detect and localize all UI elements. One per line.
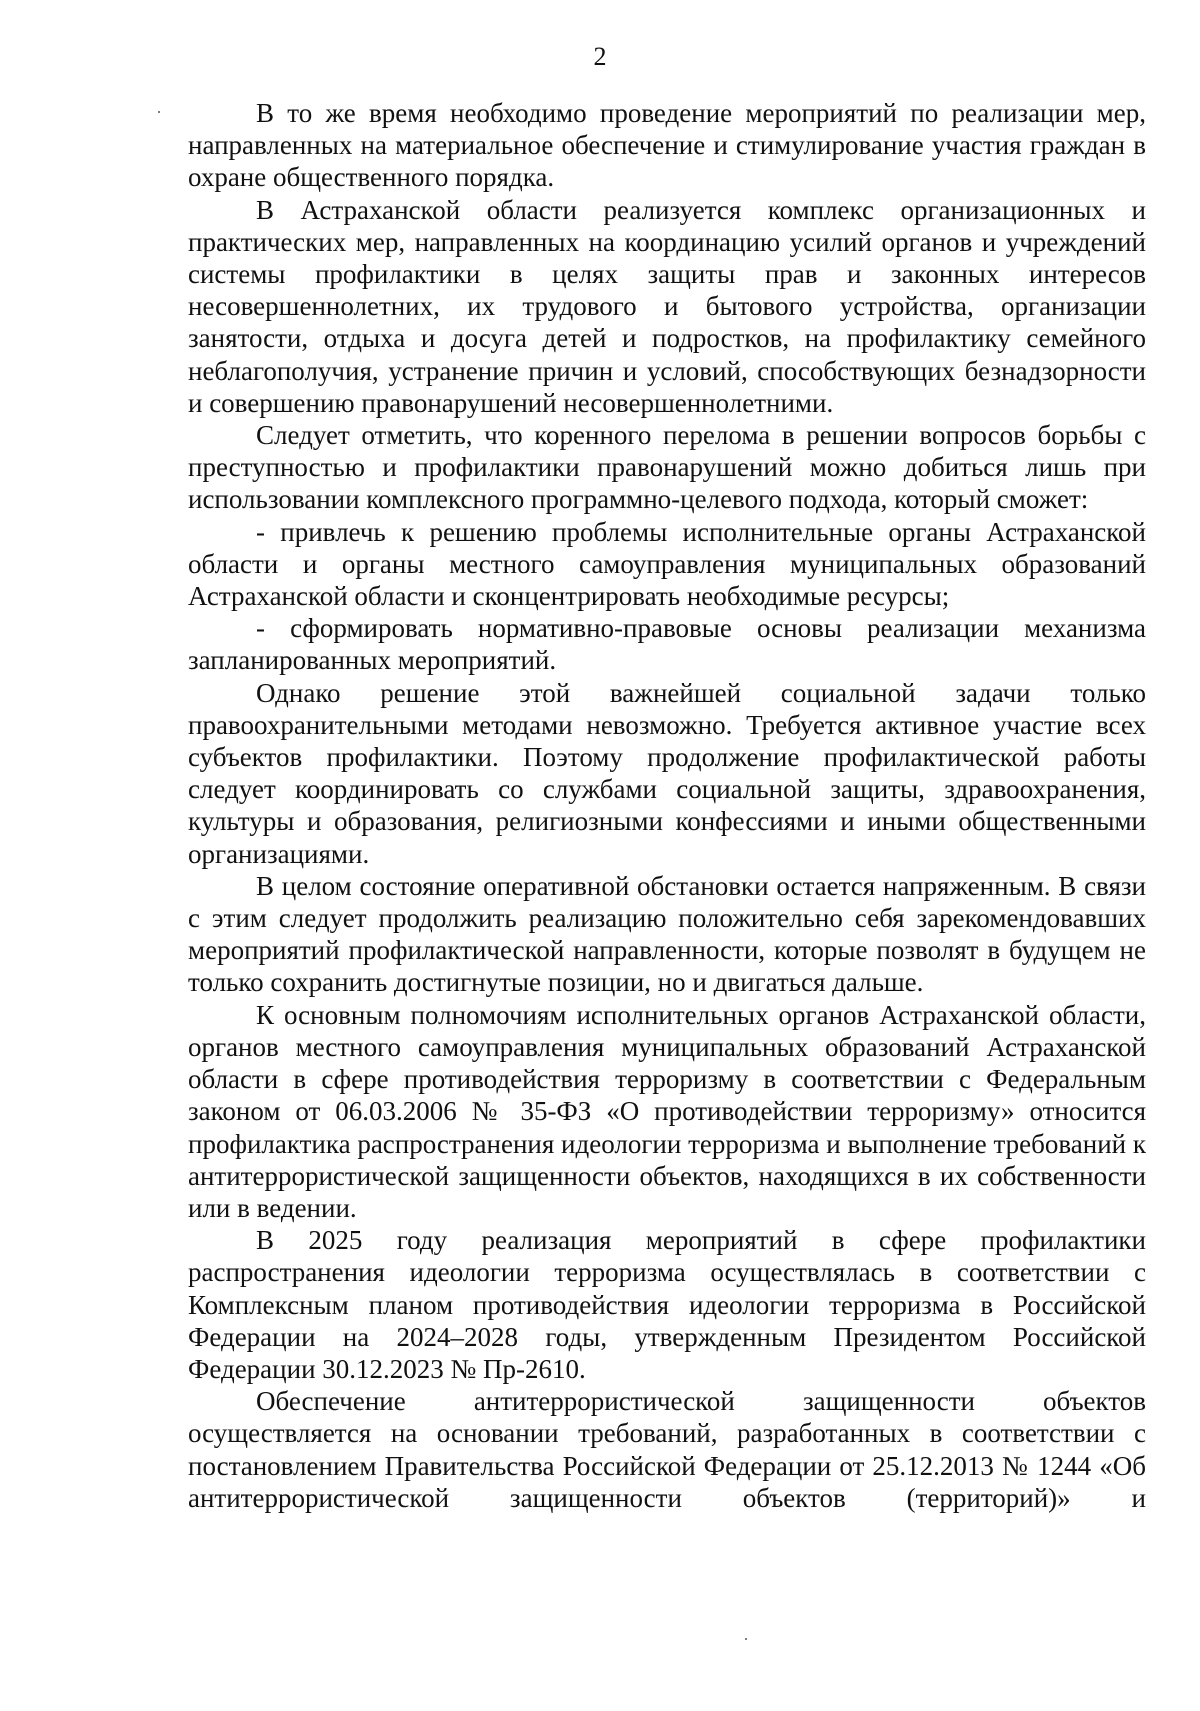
list-item-paragraph: - сформировать нормативно-правовые основы реализации механизма запланированных мероприятий. [188, 613, 1146, 676]
paragraph: В то же время необходимо проведение мероприятий по реализации мер, направленных на материальное обеспечение и стимулирование участия граждан в охране общественного порядка. [188, 98, 1146, 193]
paragraph: В 2025 году реализация мероприятий в сфере профилактики распространения идеологии терроризма осуществлялась в соответствии с Комплексным планом противодействия идеологии терроризма в Российской Федерации на 2024–2028 годы, утвержденным Президентом Российской Федерации 30.12.2023 № Пр-2610. [188, 1225, 1146, 1384]
paragraph: Обеспечение антитеррористической защищенности объектов осуществляется на основании требований, разработанных в соответствии с постановлением Правительства Российской Федерации от 25.12.2013 № 1244 «Об антитеррористической защищенности объектов (территорий)» и [188, 1386, 1146, 1513]
paragraph: Однако решение этой важнейшей социальной задачи только правоохранительными методами невозможно. Требуется активное участие всех субъектов профилактики. Поэтому продолжение профилактической работы следует координировать со службами социальной защиты, здравоохранения, культуры и образования, религиозными конфессиями и иными общественными организациями. [188, 677, 1146, 869]
document-body [188, 97, 1146, 1514]
paragraph: Следует отметить, что коренного перелома в решении вопросов борьбы с преступностью и профилактики правонарушений можно добиться лишь при использовании комплексного программно-целевого подхода, который сможет: [188, 420, 1146, 515]
page-number: 2 [593, 42, 607, 71]
paragraph: В Астраханской области реализуется комплекс организационных и практических мер, направленных на координацию усилий органов и учреждений системы профилактики в целях защиты прав и законных интересов несовершеннолетних, их трудового и бытового устройства, организации занятости, отдыха и досуга детей и подростков, на профилактику семейного неблагополучия, устранение причин и условий, способствующих безнадзорности и совершению правонарушений несовершеннолетними. [188, 194, 1146, 418]
list-item-paragraph: - привлечь к решению проблемы исполнительные органы Астраханской области и органы местного самоуправления муниципальных образований Астраханской области и сконцентрировать необходимые ресурсы; [188, 516, 1146, 612]
scan-speck [745, 1638, 747, 1640]
scan-speck [158, 111, 160, 113]
paragraph: К основным полномочиям исполнительных органов Астраханской области, органов местного самоуправления муниципальных образований Астраханской области в сфере противодействия терроризму в соответствии с Федеральным законом от 06.03.2006 № 35-ФЗ «О противодействии терроризму» относится профилактика распространения идеологии терроризма и выполнение требований к антитеррористической защищенности объектов, находящихся в их собственности или в ведении. [188, 999, 1146, 1223]
paragraph: В целом состояние оперативной обстановки остается напряженным. В связи с этим следует продолжить реализацию положительно себя зарекомендовавших мероприятий профилактической направленности, которые позволят в будущем не только сохранить достигнутые позиции, но и двигаться дальше. [188, 870, 1146, 998]
